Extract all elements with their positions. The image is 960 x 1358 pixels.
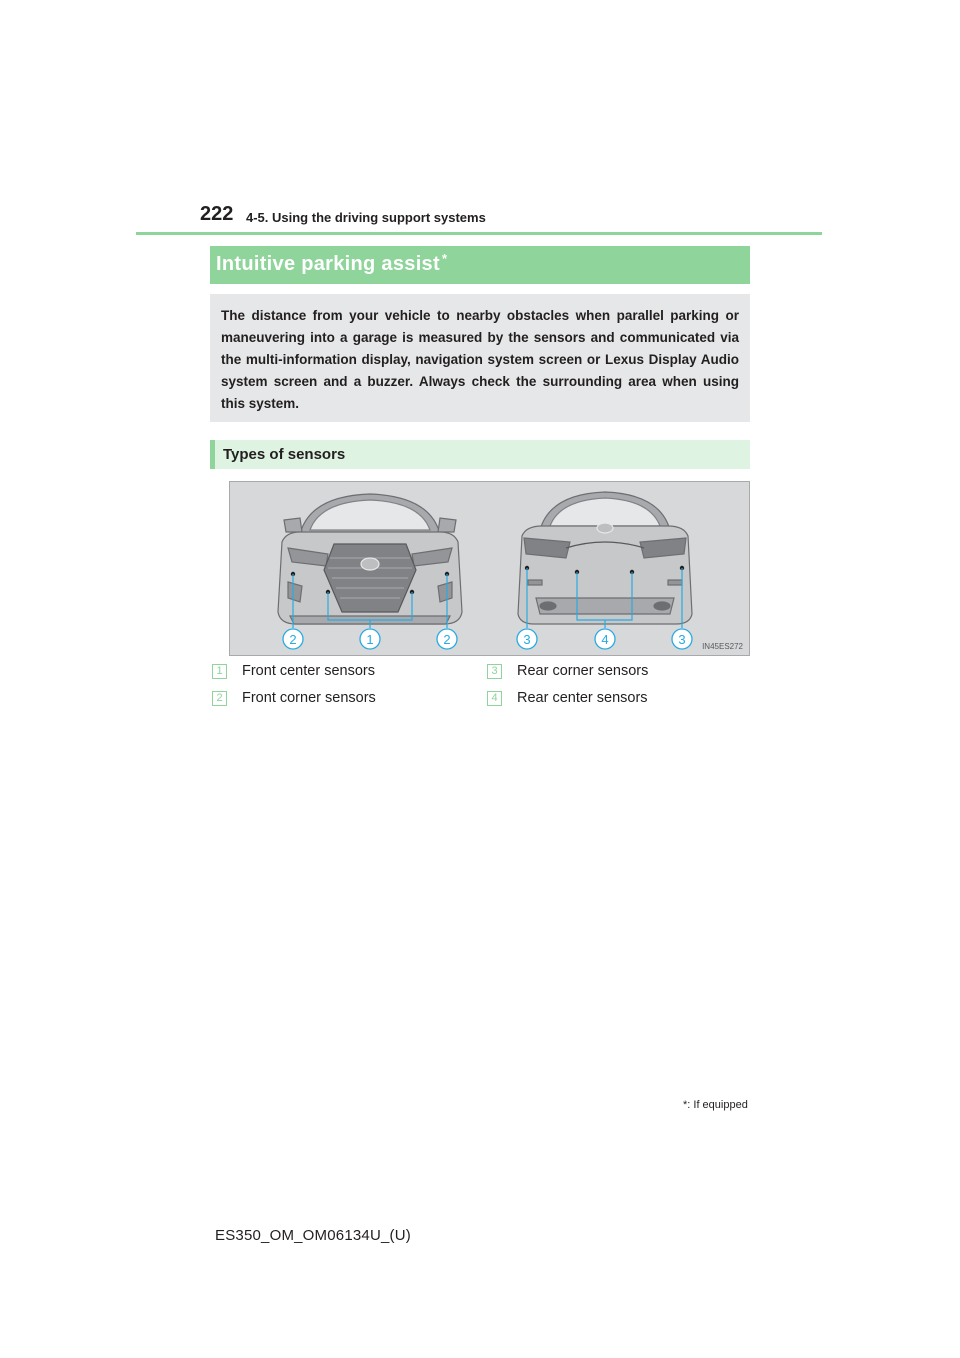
footnote: *: If equipped: [683, 1099, 748, 1111]
header-divider: [136, 232, 822, 235]
subsection-accent: [210, 440, 215, 469]
callout-label: 2: [443, 632, 451, 647]
if-equipped-mark: *: [441, 251, 448, 266]
sensor-illustration: [230, 482, 751, 657]
callout-label: 3: [523, 632, 531, 647]
section-reference: 4-5. Using the driving support systems: [246, 210, 486, 225]
car-front-illustration: [278, 494, 462, 624]
legend-number: 4: [487, 691, 502, 706]
legend-number: 3: [487, 664, 502, 679]
section-title-bar: [210, 246, 750, 284]
legend-label: Rear corner sensors: [517, 663, 649, 679]
callout-label: 3: [678, 632, 686, 647]
callout-label: 2: [289, 632, 297, 647]
legend-number: 2: [212, 691, 227, 706]
callout-label: 4: [601, 632, 609, 647]
subsection-bar: [210, 440, 750, 469]
intro-text: The distance from your vehicle to nearby obstacles when parallel parking or maneuvering into a garage is measured by the sensors and communicated via the multi-information display, navigation system screen or Lexus Display Audio system screen and a buzzer. Always check the surrounding area when using this system.: [221, 308, 739, 411]
page-number: 222: [200, 203, 234, 225]
legend-label: Rear center sensors: [517, 690, 648, 706]
legend-label: Front corner sensors: [242, 690, 376, 706]
section-title-text: Intuitive parking assist: [216, 253, 440, 275]
subsection-title: Types of sensors: [223, 446, 346, 463]
intro-box: [210, 294, 750, 422]
document-code: ES350_OM_OM06134U_(U): [215, 1227, 411, 1244]
section-title: [216, 253, 447, 276]
callout-label: 1: [366, 632, 374, 647]
car-rear-illustration: [518, 492, 692, 624]
legend-number: 1: [212, 664, 227, 679]
sensor-figure: [229, 481, 750, 656]
figure-code: IN45ES272: [702, 642, 743, 651]
callout-markers: [283, 629, 692, 649]
legend-label: Front center sensors: [242, 663, 375, 679]
